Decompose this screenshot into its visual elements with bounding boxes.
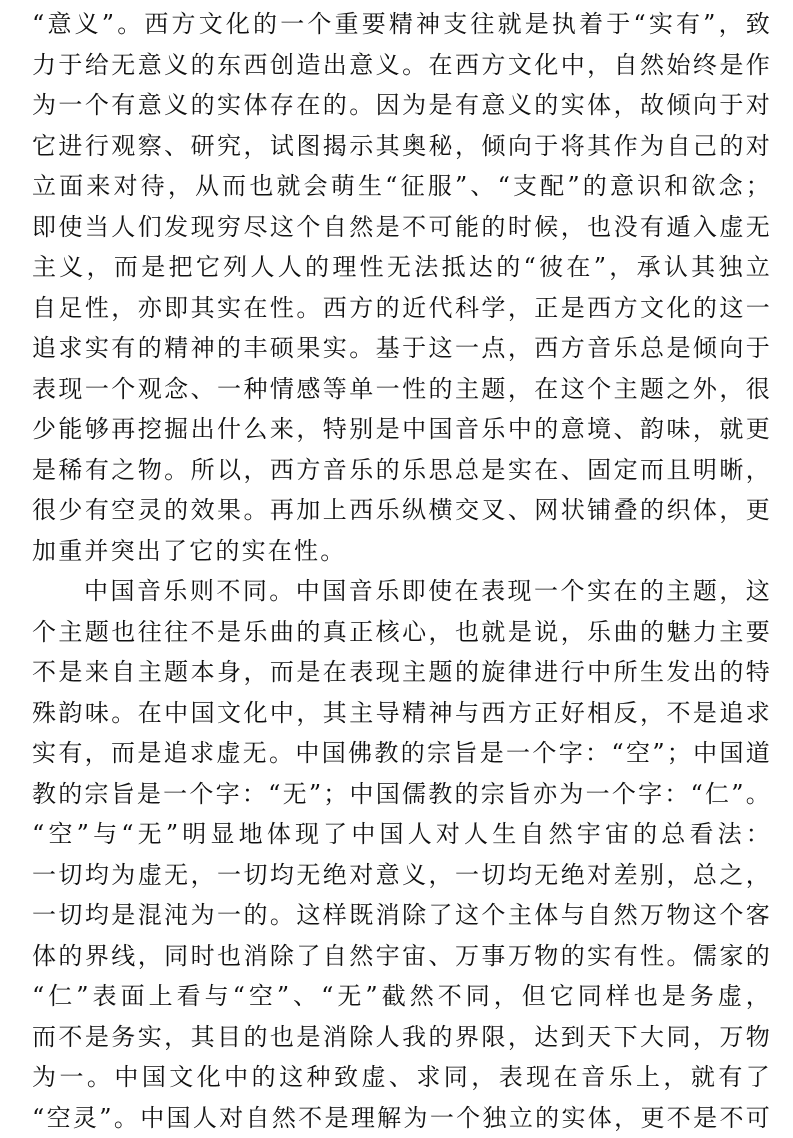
- text-line: 是稀有之物。所以，西方音乐的乐思总是实在、固定而且明晰，: [32, 450, 772, 491]
- text-line: 表现一个观念、一种情感等单一性的主题，在这个主题之外，很: [32, 369, 772, 410]
- document-page: [32, 4, 772, 1138]
- text-line: 即使当人们发现穷尽这个自然是不可能的时候，也没有遁入虚无: [32, 207, 772, 248]
- text-line: 实有，而是追求虚无。中国佛教的宗旨是一个字：“空”；中国道: [32, 733, 772, 774]
- paragraph-chinese-music: [32, 571, 772, 1138]
- text-line: 不是来自主题本身，而是在表现主题的旋律进行中所生发出的特: [32, 652, 772, 693]
- text-line: 力于给无意义的东西创造出意义。在西方文化中，自然始终是作: [32, 45, 772, 86]
- text-line: 为一。中国文化中的这种致虚、求同，表现在音乐上，就有了: [32, 1057, 772, 1098]
- text-line: 一切均为虚无，一切均无绝对意义，一切均无绝对差别，总之，: [32, 855, 772, 896]
- text-line: 很少有空灵的效果。再加上西乐纵横交叉、网状铺叠的织体，更: [32, 490, 772, 531]
- text-line: 为一个有意义的实体存在的。因为是有意义的实体，故倾向于对: [32, 85, 772, 126]
- text-line: 中国音乐则不同。中国音乐即使在表现一个实在的主题，这: [32, 571, 772, 612]
- text-line: “意义”。西方文化的一个重要精神支往就是执着于“实有”，致: [32, 4, 772, 45]
- text-line: 立面来对待，从而也就会萌生“征服”、“支配”的意识和欲念；: [32, 166, 772, 207]
- text-line: 而不是务实，其目的也是消除人我的界限，达到天下大同，万物: [32, 1017, 772, 1058]
- text-line: 体的界线，同时也消除了自然宇宙、万事万物的实有性。儒家的: [32, 936, 772, 977]
- text-line: 自足性，亦即其实在性。西方的近代科学，正是西方文化的这一: [32, 288, 772, 329]
- text-line: 追求实有的精神的丰硕果实。基于这一点，西方音乐总是倾向于: [32, 328, 772, 369]
- text-line: 少能够再挖掘出什么来，特别是中国音乐中的意境、韵味，就更: [32, 409, 772, 450]
- text-line: 教的宗旨是一个字：“无”；中国儒教的宗旨亦为一个字：“仁”。: [32, 774, 772, 815]
- text-line: 殊韵味。在中国文化中，其主导精神与西方正好相反，不是追求: [32, 693, 772, 734]
- text-line: 主义，而是把它列人人的理性无法抵达的“彼在”，承认其独立: [32, 247, 772, 288]
- text-line: 一切均是混沌为一的。这样既消除了这个主体与自然万物这个客: [32, 895, 772, 936]
- text-line: “空灵”。中国人对自然不是理解为一个独立的实体，更不是不可: [32, 1098, 772, 1138]
- text-line: “仁”表面上看与“空”、“无”截然不同，但它同样也是务虚，: [32, 976, 772, 1017]
- text-line: 加重并突出了它的实在性。: [32, 531, 772, 572]
- text-line: “空”与“无”明显地体现了中国人对人生自然宇宙的总看法：: [32, 814, 772, 855]
- text-line: 个主题也往往不是乐曲的真正核心，也就是说，乐曲的魅力主要: [32, 612, 772, 653]
- paragraph-western-culture: [32, 4, 772, 571]
- text-line: 它进行观察、研究，试图揭示其奥秘，倾向于将其作为自己的对: [32, 126, 772, 167]
